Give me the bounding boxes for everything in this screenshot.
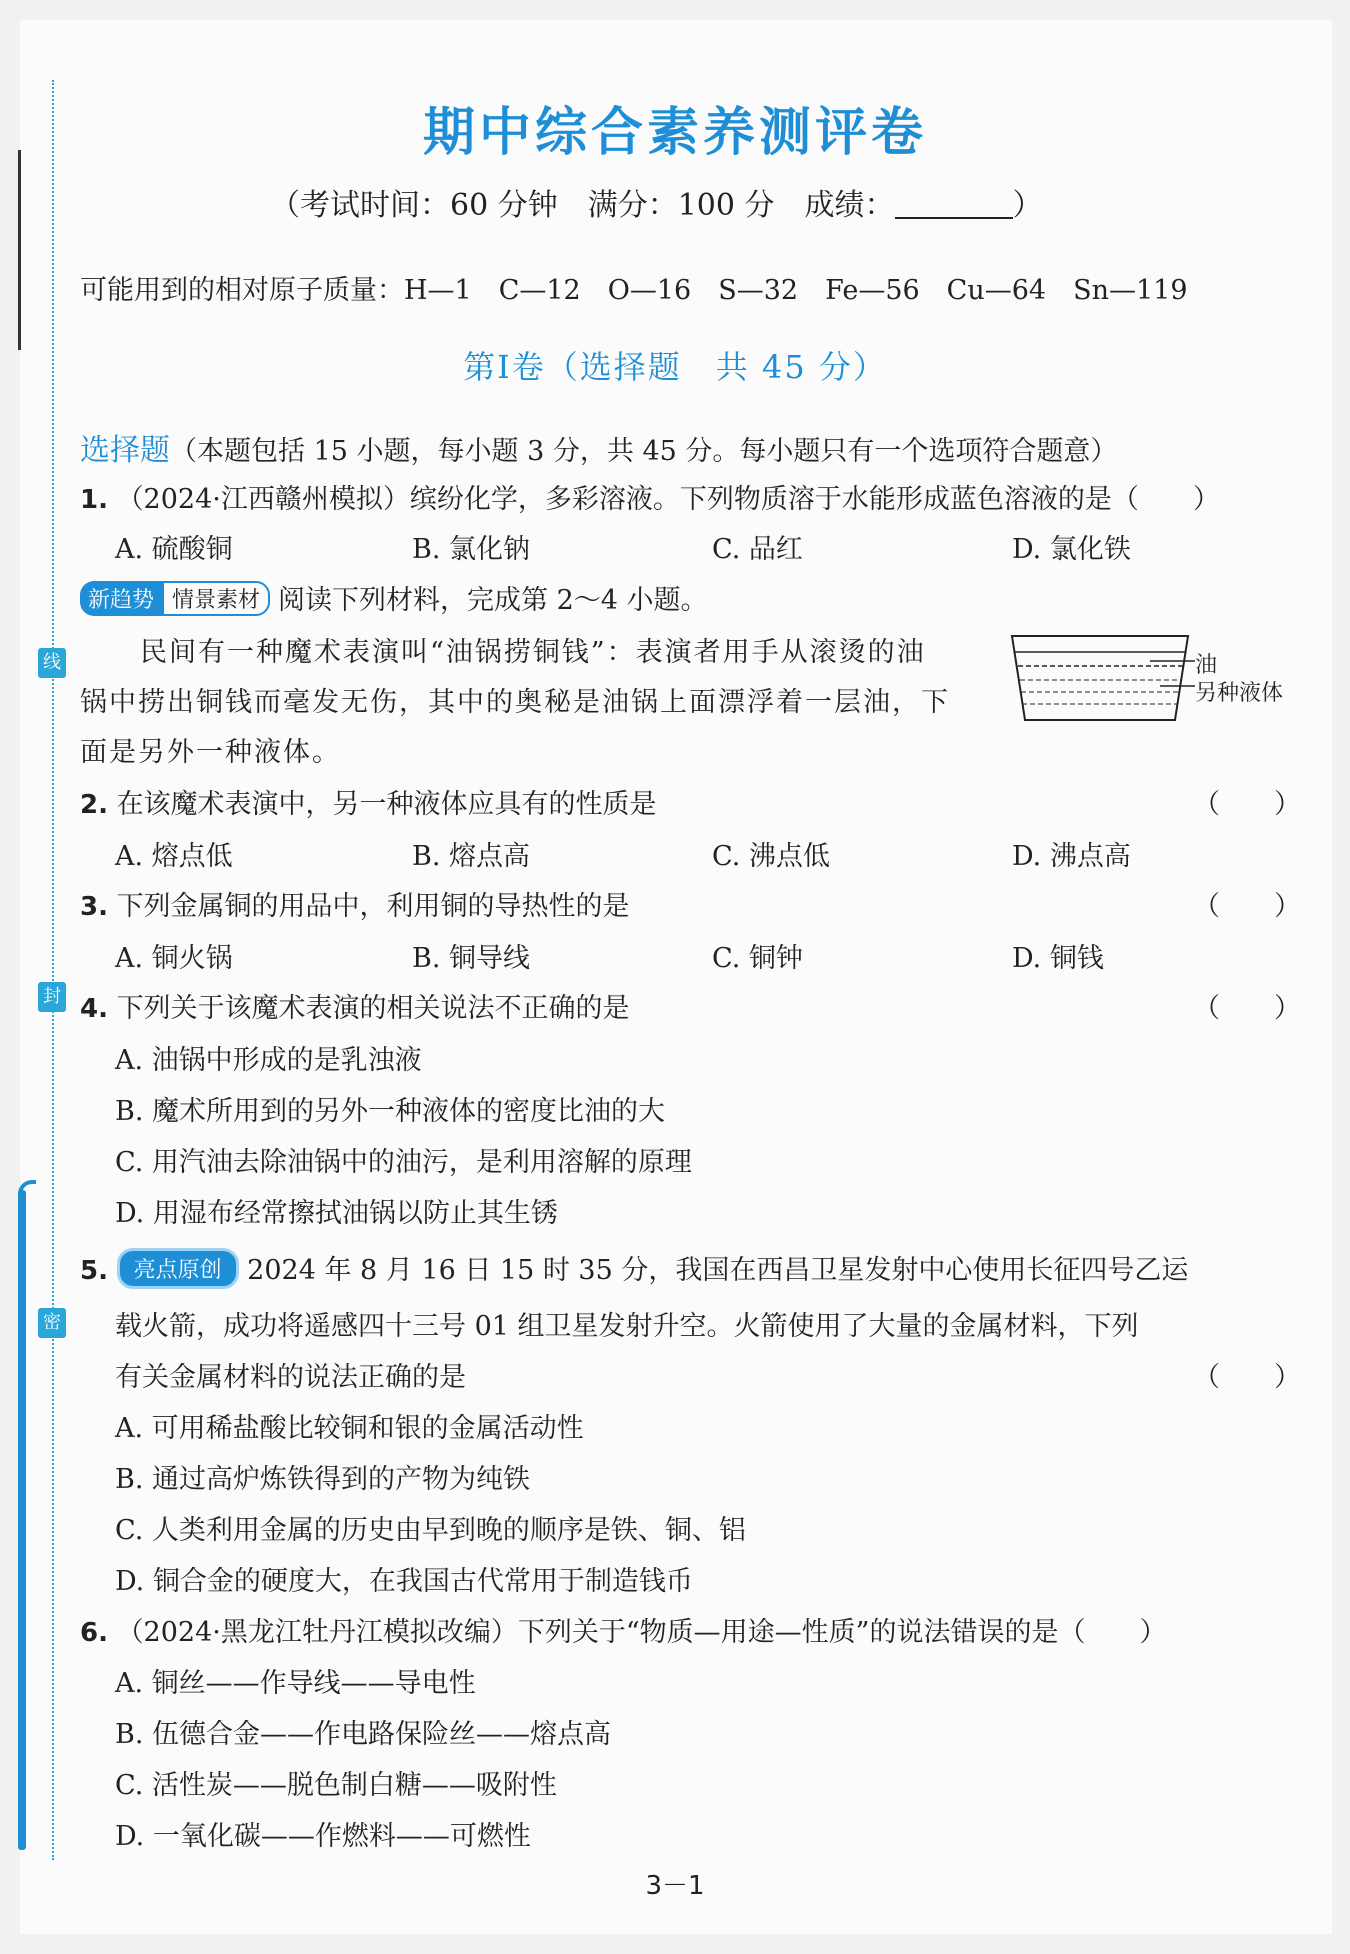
q2-option-c[interactable]: C. 沸点低	[712, 841, 830, 872]
q3-answer-paren[interactable]: （ ）	[1193, 891, 1301, 922]
question-3	[80, 884, 630, 923]
q1-option-a[interactable]: A. 硫酸铜	[115, 534, 233, 565]
q6-option-b[interactable]: B. 伍德合金——作电路保险丝——熔点高	[115, 1719, 612, 1750]
q6-option-c[interactable]: C. 活性炭——脱色制白糖——吸附性	[115, 1770, 557, 1801]
question-number: 5.	[80, 1256, 108, 1286]
q5-option-d[interactable]: D. 铜合金的硬度大，在我国古代常用于制造钱币	[115, 1566, 693, 1597]
q2-option-a[interactable]: A. 熔点低	[115, 841, 233, 872]
q5-option-b[interactable]: B. 通过高炉炼铁得到的产物为纯铁	[115, 1464, 531, 1495]
q2-option-b[interactable]: B. 熔点高	[412, 841, 531, 872]
question-number: 4.	[80, 994, 108, 1024]
section-instruction	[80, 425, 1117, 469]
page-title: 期中综合素养测评卷	[422, 102, 927, 163]
question-type-label: 选择题	[80, 433, 170, 468]
q1-option-b[interactable]: B. 氯化钠	[412, 534, 531, 565]
context-intro	[80, 578, 708, 617]
exam-info-text: （考试时间：60 分钟 满分：100 分 成绩：	[270, 188, 895, 223]
q6-option-d[interactable]: D. 一氧化碳——作燃料——可燃性	[115, 1821, 531, 1852]
original-badge: 亮点原创	[117, 1248, 239, 1289]
binding-mark-mi: 密	[38, 1308, 66, 1338]
scenario-badge: 情景素材	[162, 581, 270, 616]
q5-text-line-2: 载火箭，成功将遥感四十三号 01 组卫星发射升空。火箭使用了大量的金属材料，下列	[115, 1311, 1139, 1342]
question-text: （2024·黑龙江牡丹江模拟改编）下列关于“物质—用途—性质”的说法错误的是（ ）	[116, 1617, 1167, 1648]
question-number: 2.	[80, 790, 108, 820]
exam-info	[270, 180, 1043, 224]
score-blank[interactable]	[895, 189, 1013, 219]
question-6	[80, 1610, 1166, 1649]
q4-option-d[interactable]: D. 用湿布经常擦拭油锅以防止其生锈	[115, 1198, 558, 1229]
question-number: 3.	[80, 892, 108, 922]
q3-option-a[interactable]: A. 铜火锅	[115, 943, 233, 974]
margin-blue-band	[18, 1190, 26, 1850]
question-text: 下列关于该魔术表演的相关说法不正确的是	[116, 993, 630, 1024]
q2-option-d[interactable]: D. 沸点高	[1012, 841, 1131, 872]
question-number: 6.	[80, 1618, 108, 1648]
q3-option-d[interactable]: D. 铜钱	[1012, 943, 1104, 974]
figure-label-oil: 油	[1195, 653, 1218, 678]
question-1	[80, 477, 1220, 516]
q5-answer-paren[interactable]: （ ）	[1193, 1362, 1301, 1393]
section-heading: 第Ⅰ卷（选择题 共 45 分）	[463, 348, 887, 386]
question-text: （2024·江西赣州模拟）缤纷化学，多彩溶液。下列物质溶于水能形成蓝色溶液的是（ ）	[116, 484, 1220, 515]
new-trend-badge: 新趋势	[80, 581, 162, 616]
question-4	[80, 986, 630, 1025]
question-2	[80, 782, 657, 821]
q1-option-d[interactable]: D. 氯化铁	[1012, 534, 1131, 565]
q5-option-c[interactable]: C. 人类利用金属的历史由早到晚的顺序是铁、铜、铝	[115, 1515, 746, 1546]
question-text: 在该魔术表演中，另一种液体应具有的性质是	[116, 789, 657, 820]
question-5	[80, 1248, 1188, 1289]
q1-option-c[interactable]: C. 品红	[712, 534, 803, 565]
atomic-masses: 可能用到的相对原子质量：H—1 C—12 O—16 S—32 Fe—56 Cu—64 Sn—119	[80, 275, 1188, 306]
exam-info-end: ）	[1012, 188, 1043, 223]
passage-line-3: 面是另外一种液体。	[80, 737, 341, 768]
q2-answer-paren[interactable]: （ ）	[1193, 789, 1301, 820]
oil-pot-figure	[1010, 628, 1200, 728]
q4-option-b[interactable]: B. 魔术所用到的另外一种液体的密度比油的大	[115, 1096, 666, 1127]
pot-outline	[1012, 636, 1188, 720]
figure-label-liquid: 另种液体	[1195, 681, 1284, 706]
passage-line-1: 民间有一种魔术表演叫“油锅捞铜钱”：表演者用手从滚烫的油	[140, 637, 926, 668]
q4-option-a[interactable]: A. 油锅中形成的是乳浊液	[115, 1045, 422, 1076]
q6-option-a[interactable]: A. 铜丝——作导线——导电性	[115, 1668, 476, 1699]
q3-option-c[interactable]: C. 铜钟	[712, 943, 803, 974]
page-number: 3－1	[645, 1871, 705, 1901]
q5-option-a[interactable]: A. 可用稀盐酸比较铜和银的金属活动性	[115, 1413, 584, 1444]
q4-answer-paren[interactable]: （ ）	[1193, 993, 1301, 1024]
question-text-line-1: 2024 年 8 月 16 日 15 时 35 分，我国在西昌卫星发射中心使用长征四号乙运	[247, 1255, 1189, 1286]
q4-option-c[interactable]: C. 用汽油去除油锅中的油污，是利用溶解的原理	[115, 1147, 692, 1178]
q5-text-line-3: 有关金属材料的说法正确的是	[115, 1362, 466, 1393]
binding-mark-xian: 线	[38, 648, 66, 678]
binding-mark-feng: 封	[38, 982, 66, 1012]
passage-line-2: 锅中捞出铜钱而毫发无伤，其中的奥秘是油锅上面漂浮着一层油，下	[80, 687, 950, 718]
margin-rule	[18, 150, 21, 350]
instruction-text: （本题包括 15 小题，每小题 3 分，共 45 分。每小题只有一个选项符合题意）	[170, 436, 1118, 467]
q3-option-b[interactable]: B. 铜导线	[412, 943, 531, 974]
question-number: 1.	[80, 485, 108, 515]
question-text: 下列金属铜的用品中，利用铜的导热性的是	[116, 891, 630, 922]
context-intro-text: 阅读下列材料，完成第 2～4 小题。	[278, 585, 708, 616]
